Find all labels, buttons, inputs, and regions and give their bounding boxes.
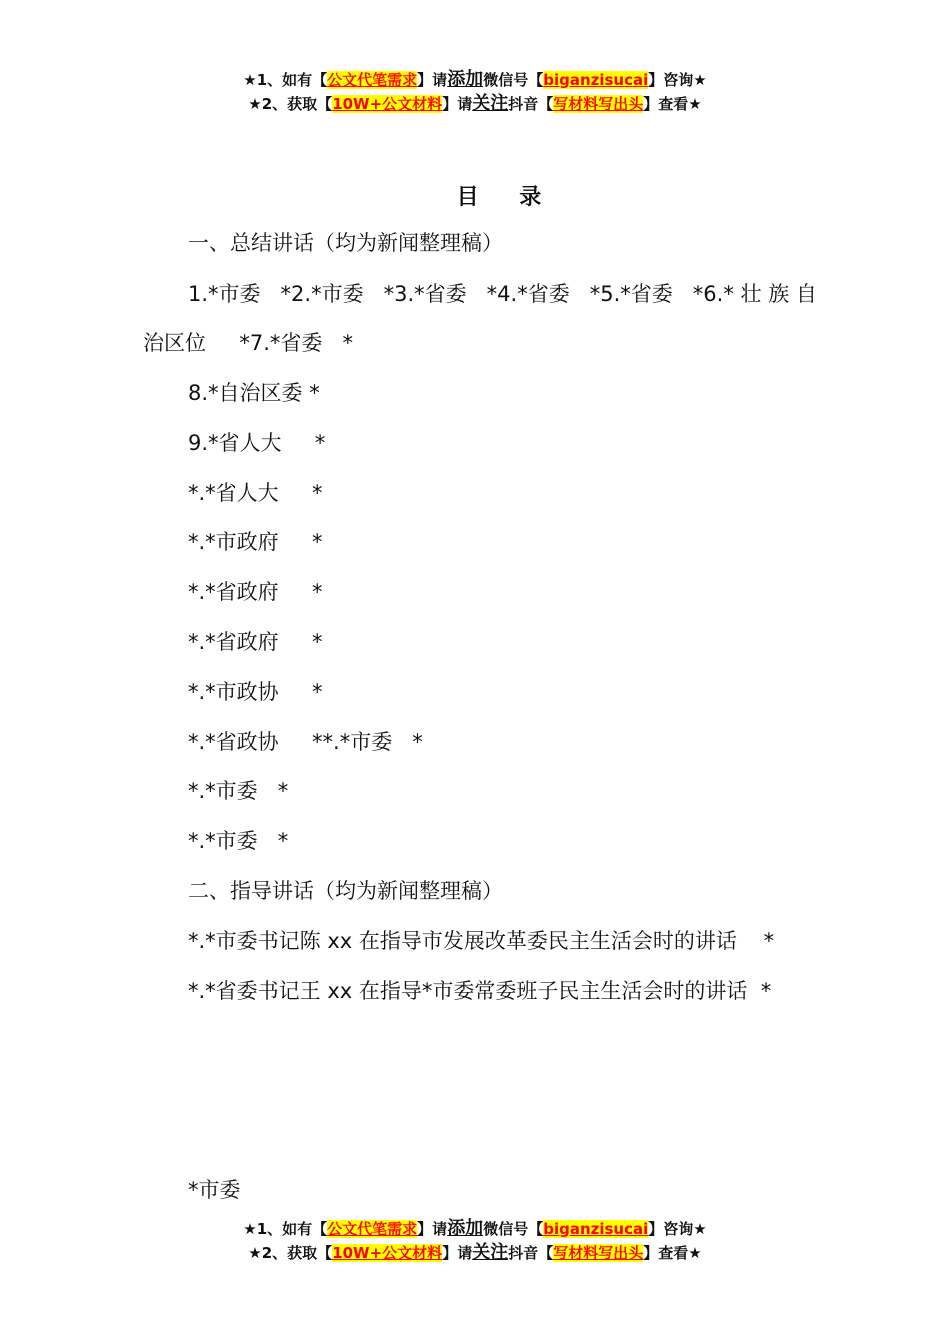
banner-highlight: 10W+公文材料	[332, 95, 443, 113]
banner-text: 抖音【	[508, 1244, 554, 1262]
banner-text: ★2、获取【	[248, 1244, 333, 1262]
banner-text: 】请	[442, 95, 473, 113]
toc-entry: 9.*省人大 *	[188, 431, 326, 455]
title-text: 目 录	[456, 185, 544, 210]
banner-line-1	[0, 68, 950, 92]
banner-wechat-id: biganzisucai	[543, 1220, 649, 1238]
banner-wechat-id: biganzisucai	[543, 71, 649, 89]
banner-text: ★1、如有【	[243, 1220, 328, 1238]
toc-entry: 8.*自治区委 *	[188, 381, 320, 405]
banner-text: 】请	[417, 1220, 448, 1238]
banner-text: 】查看★	[643, 95, 702, 113]
banner-text: 】请	[417, 71, 448, 89]
banner-line-2	[0, 1241, 950, 1265]
toc-entry: *.*省政府 *	[188, 630, 323, 654]
banner-emphasis: 添加	[447, 1218, 484, 1239]
toc-entry: *.*省委书记王 xx 在指导*市委常委班子民主生活会时的讲话 *	[188, 979, 772, 1003]
banner-text: ★1、如有【	[243, 71, 328, 89]
banner-text: 微信号【	[483, 1220, 544, 1238]
banner-text: 抖音【	[508, 95, 554, 113]
toc-entry: *.*省人大 *	[188, 481, 323, 505]
toc-entry: *.*市委 *	[188, 829, 289, 853]
toc-section-heading-2: 二、指导讲话（均为新闻整理稿）	[188, 879, 503, 903]
banner-douyin-id: 写材料写出头	[553, 1244, 644, 1262]
banner-text: 微信号【	[483, 71, 544, 89]
banner-emphasis: 关注	[472, 93, 509, 114]
toc-entry: *.*省政府 *	[188, 580, 323, 604]
banner-text: 】查看★	[643, 1244, 702, 1262]
top-banner	[0, 68, 950, 116]
banner-text: 】请	[442, 1244, 473, 1262]
bottom-banner	[0, 1217, 950, 1265]
banner-line-2	[0, 92, 950, 116]
banner-highlight: 10W+公文材料	[332, 1244, 443, 1262]
toc-entry: *.*市委书记陈 xx 在指导市发展改革委民主生活会时的讲话 *	[188, 929, 775, 953]
banner-douyin-id: 写材料写出头	[553, 95, 644, 113]
banner-emphasis: 关注	[472, 1242, 509, 1263]
toc-entry: *.*市政协 *	[188, 680, 323, 704]
toc-entry: *.*市政府 *	[188, 530, 323, 554]
toc-entry: *.*市委 *	[188, 779, 289, 803]
banner-text: 】咨询★	[648, 71, 707, 89]
banner-line-1	[0, 1217, 950, 1241]
toc-section-heading-1: 一、总结讲话（均为新闻整理稿）	[188, 231, 503, 255]
banner-text: ★2、获取【	[248, 95, 333, 113]
toc-entry: *.*省政协 **.*市委 *	[188, 730, 423, 754]
banner-highlight: 公文代笔需求	[327, 71, 418, 89]
banner-emphasis: 添加	[447, 69, 484, 90]
page-title	[0, 180, 950, 211]
banner-highlight: 公文代笔需求	[327, 1220, 418, 1238]
toc-entry: 治区位 *7.*省委 *	[143, 331, 353, 355]
toc-entry: 1.*市委 *2.*市委 *3.*省委 *4.*省委 *5.*省委 *6.* 壮 族 自	[188, 282, 817, 306]
footer-text: *市委	[188, 1178, 241, 1202]
banner-text: 】咨询★	[648, 1220, 707, 1238]
